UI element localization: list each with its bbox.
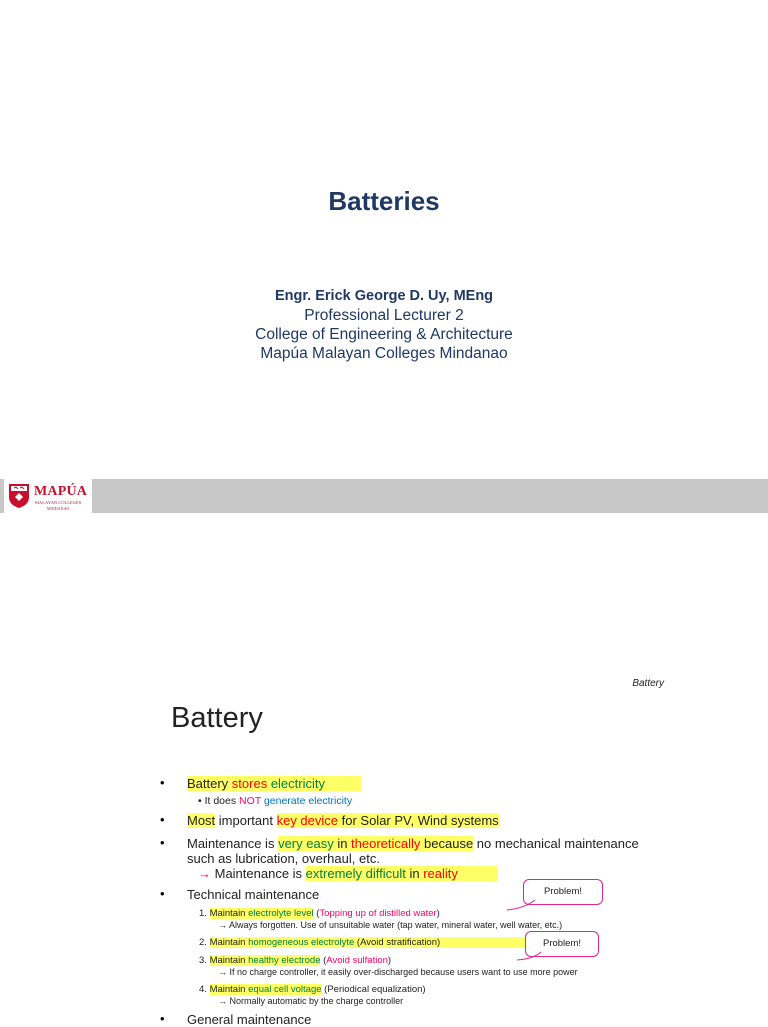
numbered-item-3: 3. Maintain healthy electrode (Avoid sulfation) [199,955,392,966]
arrow-icon: → [218,920,227,930]
bullet-3: Maintenance is very easy in theoretically because no mechanical maintenance [187,836,639,851]
arrow-icon: → [198,866,211,881]
numbered-item-1: 1. Maintain electrolyte level (Topping up of distilled water) [199,908,440,919]
bullet-1-sub: • It does NOT generate electricity [198,795,353,807]
mapua-logo [4,479,92,513]
numbered-item-2: 2. Maintain homogeneous electrolyte (Avoid stratification) [199,937,551,948]
author-name: Engr. Erick George D. Uy, MEng [274,288,494,304]
numbered-item-1-sub: → Always forgotten. Use of unsuitable water (tap water, mineral water, well water, etc.) [218,920,563,930]
slide-heading: Battery [171,702,263,734]
numbered-item-4-sub: → Normally automatic by the charge controller [218,996,404,1006]
logo-wordmark: MAPÚA [34,484,88,499]
school-name: Mapúa Malayan Colleges Mindanao [260,345,508,362]
bullet-marker: • [160,886,165,901]
arrow-icon: → [218,996,227,1006]
arrow-icon: → [218,967,227,977]
bullet-1: Battery stores electricity [187,776,361,791]
college-name: College of Engineering & Architecture [255,326,513,343]
bullet-marker: • [160,1011,165,1026]
bullet-marker: • [160,835,165,850]
bullet-4: Technical maintenance [187,887,320,902]
numbered-item-3-sub: → If no charge controller, it easily over-discharged because users want to use more power [218,967,578,977]
slide-header-label: Battery [632,678,664,689]
numbered-item-4: 4. Maintain equal cell voltage (Periodical equalization) [199,984,426,995]
bullet-3-sub: → Maintenance is extremely difficult in reality [198,866,498,881]
logo-line2: MALAYAN COLLEGES [35,500,82,505]
logo-line3: MINDANAO [47,506,70,511]
callout-2-pointer [515,950,555,964]
bullet-marker: • [160,812,165,827]
author-position: Professional Lecturer 2 [304,307,464,324]
bullet-marker: • [160,775,165,790]
bullet-2: Most important key device for Solar PV, Wind systems [187,813,499,828]
problem-callout-2: Problem! [525,931,599,957]
bullet-5: General maintenance [187,1012,312,1027]
mapua-seal-icon [7,482,31,509]
footer-bar [0,479,768,513]
bullet-3-line2: such as lubrication, overhaul, etc. [187,851,380,866]
slide-title: Batteries [328,186,440,216]
callout-1-pointer [505,898,545,914]
problem-callout-1: Problem! [523,879,603,905]
